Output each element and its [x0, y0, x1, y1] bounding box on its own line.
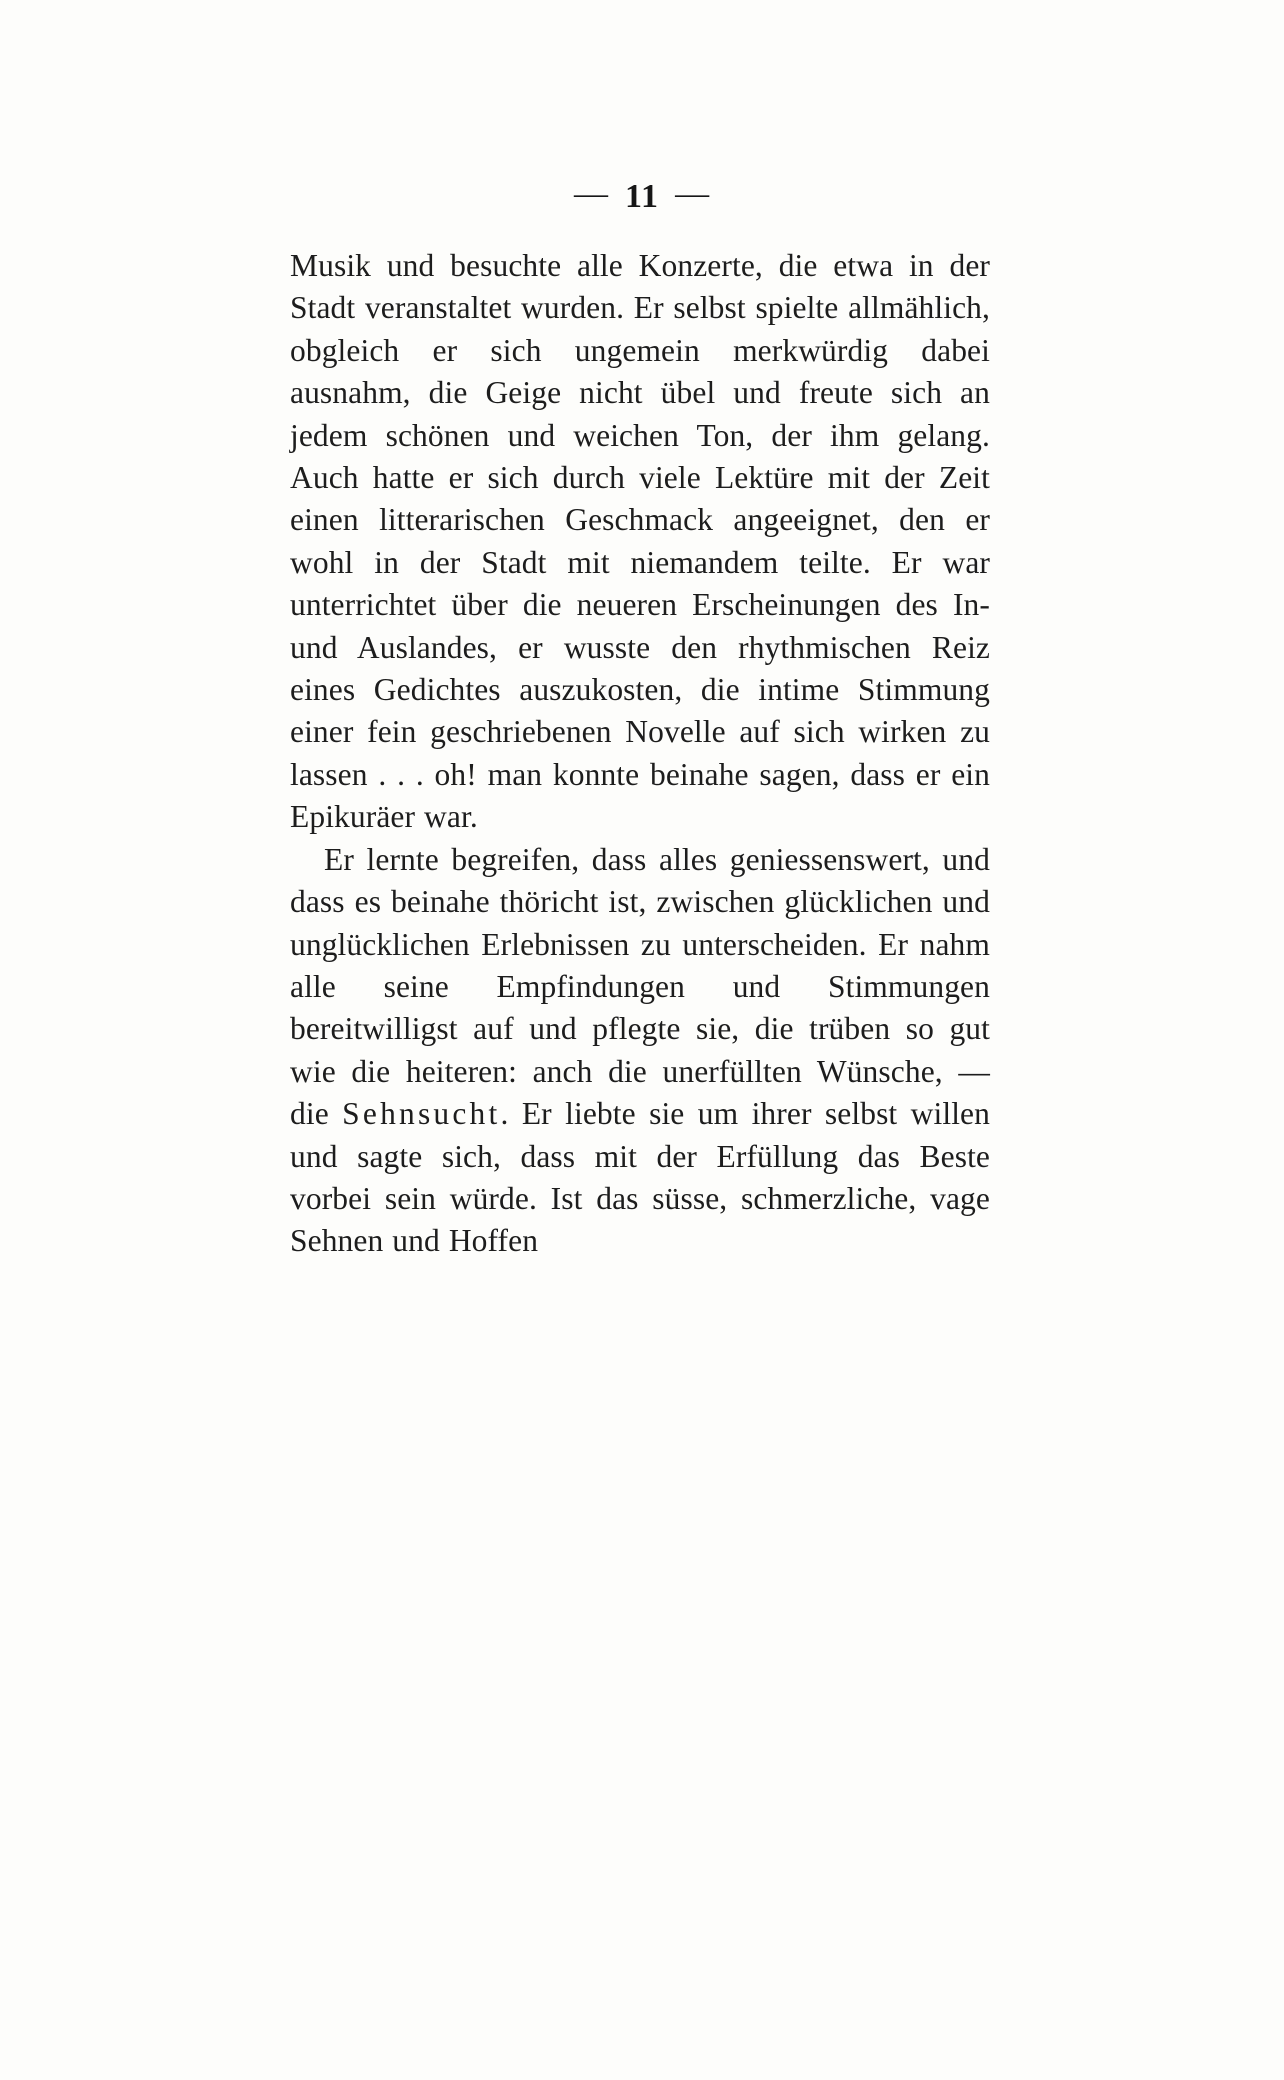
body-text-column [290, 245, 990, 1263]
page-header [0, 175, 1284, 216]
paragraph-2-text-after: . Er liebte sie um ihrer selbst willen und sagte sich, dass mit der Erfüllung das Beste vorbei sein würde. Ist das süsse, schmerzliche, vage Sehnen und Hoffen [290, 1096, 990, 1259]
paragraph-1: Musik und besuchte alle Konzerte, die etwa in der Stadt veranstaltet wurden. Er selbst spielte allmählich, obgleich er sich ungemein merkwürdig dabei ausnahm, die Geige nicht übel und freute sich an jedem schönen und weichen Ton, der ihm gelang. Auch hatte er sich durch viele Lektüre mit der Zeit einen litterarischen Geschmack angeeignet, den er wohl in der Stadt mit niemandem teilte. Er war unterrichtet über die neueren Erscheinungen des In- und Auslandes, er wusste den rhythmischen Reiz eines Gedichtes auszukosten, die intime Stimmung einer fein geschriebenen Novelle auf sich wirken zu lassen . . . oh! man konnte beinahe sagen, dass er ein Epikuräer war. [290, 248, 990, 835]
paragraph-2-text-before: Er lernte begreifen, dass alles geniessenswert, und dass es beinahe thöricht ist, zwischen glücklichen und unglücklichen Erlebnissen zu unterscheiden. Er nahm alle seine Empfindungen und Stimmungen bereitwilligst auf und pflegte sie, die trüben so gut wie die heiteren: anch die unerfüllten Wünsche, — die [290, 841, 990, 1132]
emphasized-word-sehnsucht: Sehnsucht [342, 1096, 501, 1132]
header-dash-left: — [573, 175, 609, 212]
header-dash-right: — [675, 175, 711, 212]
page-number: 11 [624, 178, 660, 215]
paragraph-2 [290, 839, 990, 1263]
